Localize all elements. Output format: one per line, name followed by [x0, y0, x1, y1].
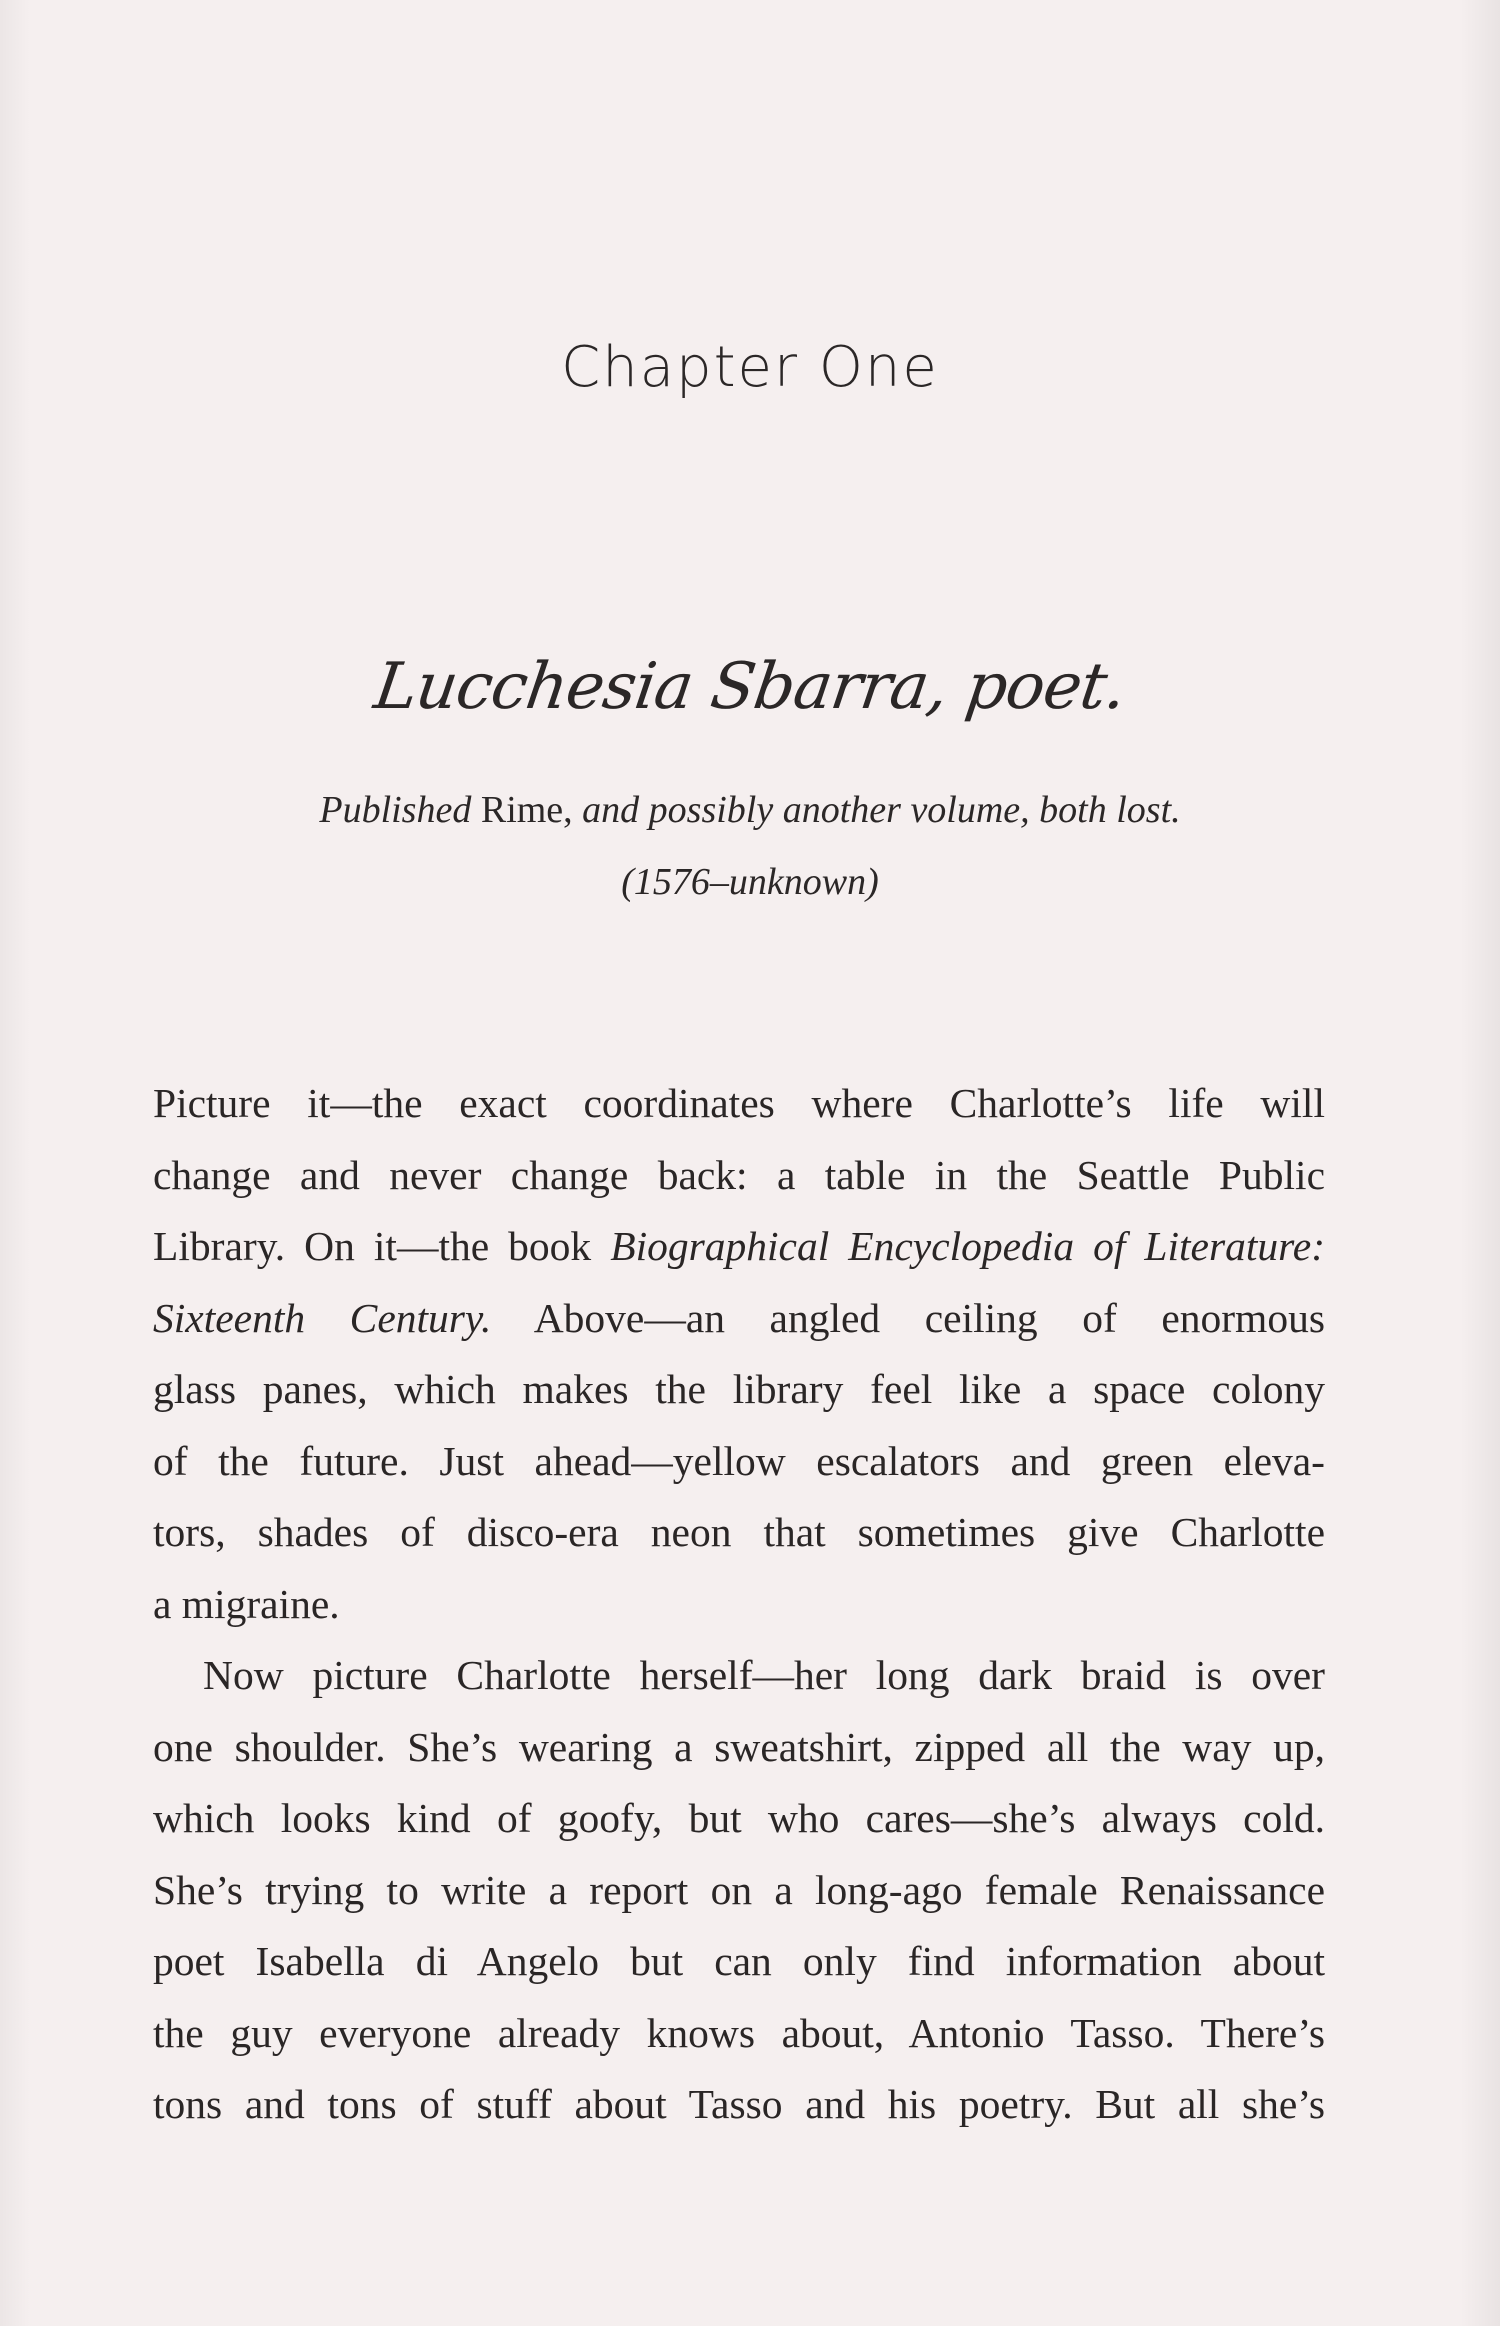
- chapter-title: Chapter One: [561, 335, 939, 400]
- epigraph-name: Lucchesia Sbarra, poet.: [369, 650, 1131, 724]
- epigraph-desc-suffix: and possibly another volume, both lost.: [582, 789, 1181, 831]
- text-line: glass panes, which makes the library feel like a space colony: [153, 1366, 1325, 1412]
- text-line: [153, 1283, 1325, 1355]
- text-line: of the future. Just ahead—yellow escalators and green eleva-: [153, 1437, 1325, 1484]
- epigraph-dates: (1576–unknown): [621, 861, 879, 903]
- text-line: tors, shades of disco-era neon that sometimes give Charlotte: [153, 1509, 1325, 1555]
- epigraph-desc-prefix: Published: [319, 789, 472, 831]
- text-line-rest: Above—an angled ceiling of enormous: [533, 1294, 1325, 1341]
- text-line: a migraine.: [153, 1580, 340, 1627]
- text-line: Now picture Charlotte herself—her long dark braid is over: [203, 1652, 1325, 1698]
- book-title-continued: Sixteenth Century.: [153, 1294, 492, 1341]
- paragraph-1: [153, 1068, 1325, 1640]
- text-line: which looks kind of goofy, but who cares—she’s always cold.: [153, 1795, 1325, 1841]
- text-line: She’s trying to write a report on a long-ago female Renaissance: [153, 1866, 1325, 1913]
- paragraph-2: [153, 1640, 1325, 2141]
- body-text: [153, 1068, 1325, 2141]
- epigraph-work-title: Rime,: [480, 789, 573, 831]
- text-line: change and never change back: a table in the Seattle Public: [153, 1151, 1325, 1198]
- book-title: Biographical Encyclopedia of Literature:: [610, 1223, 1326, 1269]
- text-line-start: Library. On it—the book: [153, 1223, 592, 1269]
- epigraph-description: [0, 788, 1500, 832]
- text-line: [153, 1211, 1325, 1283]
- text-line: one shoulder. She’s wearing a sweatshirt, zipped all the way up,: [153, 1723, 1325, 1770]
- text-line: Picture it—the exact coordinates where Charlotte’s life will: [153, 1080, 1325, 1126]
- text-line: tons and tons of stuff about Tasso and his poetry. But all she’s: [153, 2081, 1325, 2127]
- text-line: the guy everyone already knows about, Antonio Tasso. There’s: [153, 2009, 1325, 2056]
- text-line: poet Isabella di Angelo but can only find information about: [153, 1938, 1325, 1984]
